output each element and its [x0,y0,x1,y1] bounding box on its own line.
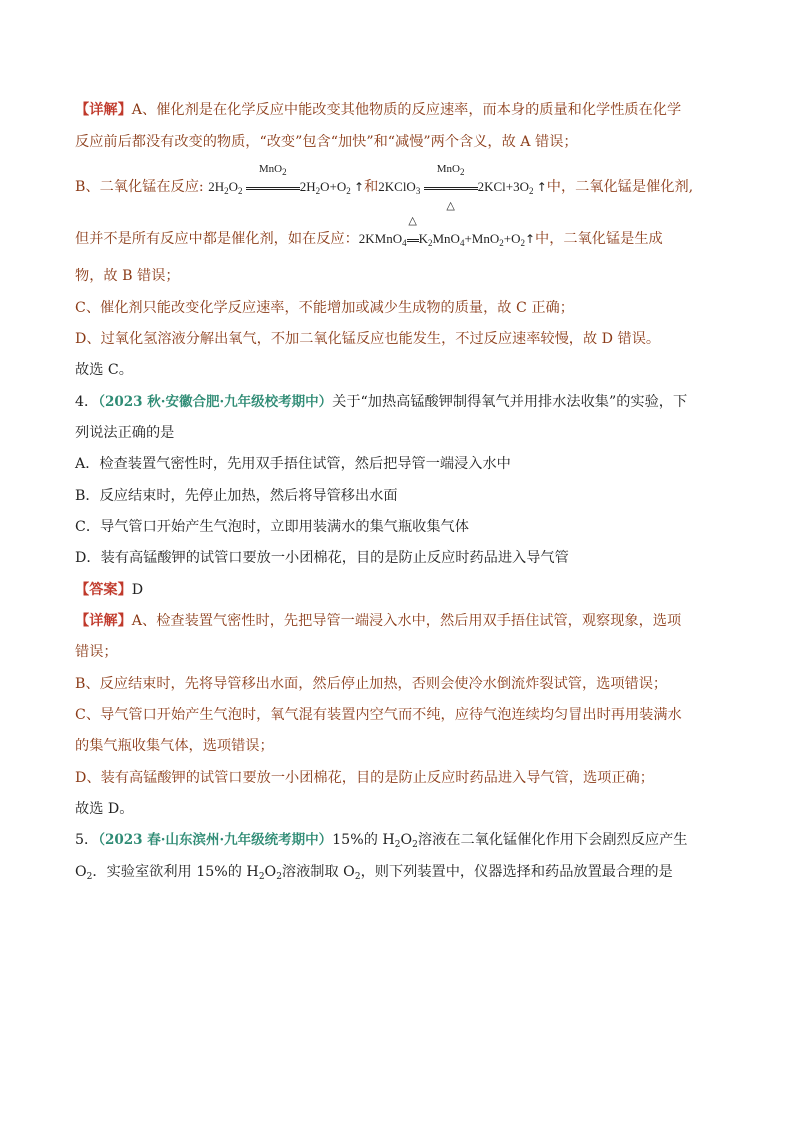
detail-text: A、检查装置气密性时，先把导管一端浸入水中，然后用双手捂住试管，观察现象，选项 [131,613,682,629]
detail-text: A、催化剂是在化学反应中能改变其他物质的反应速率，而本身的质量和化学性质在化学 [131,102,682,118]
answer-value: D [131,582,144,598]
detail-tag: 【详解】 [75,613,132,629]
question-source: （2023 春·山东滨州·九年级统考期中） [98,832,333,848]
choose-answer: 故选 C。 [75,362,133,378]
reaction-arrow: MnO$_2$ △ [424,178,478,198]
gas-up-arrow-icon: ↑ [354,180,365,194]
detail-text: 物，故 B 错误； [75,268,180,284]
option-b-conclusion: 中，二氧化锰是催化剂, [546,179,694,195]
option-b-intro: B、二氧化锰在反应: [75,179,209,195]
option-d: D．装有高锰酸钾的试管口要放一小团棉花，目的是防止反应时药品进入导气管 [75,550,569,566]
question-number: 5． [75,832,99,848]
detail-text: 反应前后都没有改变的物质，“改变”包含“加快”和“减慢”两个含义，故 A 错误； [75,134,578,150]
question-number: 4． [75,394,99,410]
detail-line-2 [75,132,735,152]
option-a: A．检查装置气密性时，先用双手捂住试管，然后把导管一端浸入水中 [75,456,511,472]
gas-up-arrow-icon: ↑ [536,180,547,194]
detail-line-b-3 [75,266,735,286]
answer-tag: 【答案】 [75,582,132,598]
detail-text: D、过氧化氢溶液分解出氧气，不加二氧化锰反应也能发生，不过反应速率较慢，故 D 错误。 [75,331,661,347]
question-4-line-1 [75,392,735,412]
detail-line-d [75,329,735,349]
q4-detail-line-6: D、装有高锰酸钾的试管口要放一小团棉花，目的是防止反应时药品进入导气管，选项正确； [75,770,654,786]
detail-line-1 [75,100,735,120]
reaction-arrow: MnO$_2$ [246,178,300,198]
detail-choose [75,360,735,380]
q4-detail-line-3: B、反应结束时，先将导管移出水面，然后停止加热，否则会使冷水倒流炸裂试管，选项错误； [75,676,668,692]
q4-detail-line-2: 错误； [75,644,118,660]
question-5-line-1: 5．（2023 春·山东滨州·九年级统考期中）15%的 $H_2O_2$溶液在二氧化锰催化作用下会剧烈反应产生 [75,832,688,850]
q4-choose: 故选 D。 [75,801,134,817]
gas-up-arrow-icon: ↑ [524,232,536,246]
equation-3: 2KMnO$_4$ △ $K_2MnO_4+MnO_2+O_2↑$ [358,215,536,248]
question-stem: 关于“加热高锰酸钾制得氧气并用排水法收集”的实验，下 [332,394,688,410]
question-stem: 列说法正确的是 [75,425,175,441]
detail-line-b-2 [75,215,735,250]
and-word: 和 [364,179,379,195]
question-5-line-2: $O_2$．实验室欲利用 15%的 $H_2O_2$溶液制取 $O_2$，则下列装置中，仪器选择和药品放置最合理的是 [75,864,673,882]
detail-line-c [75,298,735,318]
option-c: C．导气管口开始产生气泡时，立即用装满水的集气瓶收集气体 [75,519,469,535]
q4-detail-line-1 [75,611,735,631]
answer-line [75,580,735,600]
reaction-arrow: △ [407,230,419,250]
q4-detail-line-5: 的集气瓶收集气体，选项错误； [75,738,274,754]
detail-text: C、催化剂只能改变化学反应速率，不能增加或减少生成物的质量，故 C 正确； [75,300,574,316]
detail-text: 中，二氧化锰是生成 [535,231,663,247]
question-source: （2023 秋·安徽合肥·九年级校考期中） [98,394,333,410]
equation-2: 2KClO$_3$ MnO$_2$ △ $2KCl+3O_2$ ↑ [378,163,547,212]
q4-detail-line-4: C、导气管口开始产生气泡时，氧气混有装置内空气而不纯，应待气泡连续均匀冒出时再用装满水 [75,707,682,723]
detail-line-b-equations [75,163,735,212]
detail-tag: 【详解】 [75,102,132,118]
option-b: B．反应结束时，先停止加热，然后将导管移出水面 [75,488,398,504]
detail-text: 但并不是所有反应中都是催化剂，如在反应： [75,231,359,247]
equation-1: $2H_2O_2$ MnO$_2$ $2H_2O+O_2$ ↑ [208,163,365,196]
question-4-line-2 [75,423,735,443]
